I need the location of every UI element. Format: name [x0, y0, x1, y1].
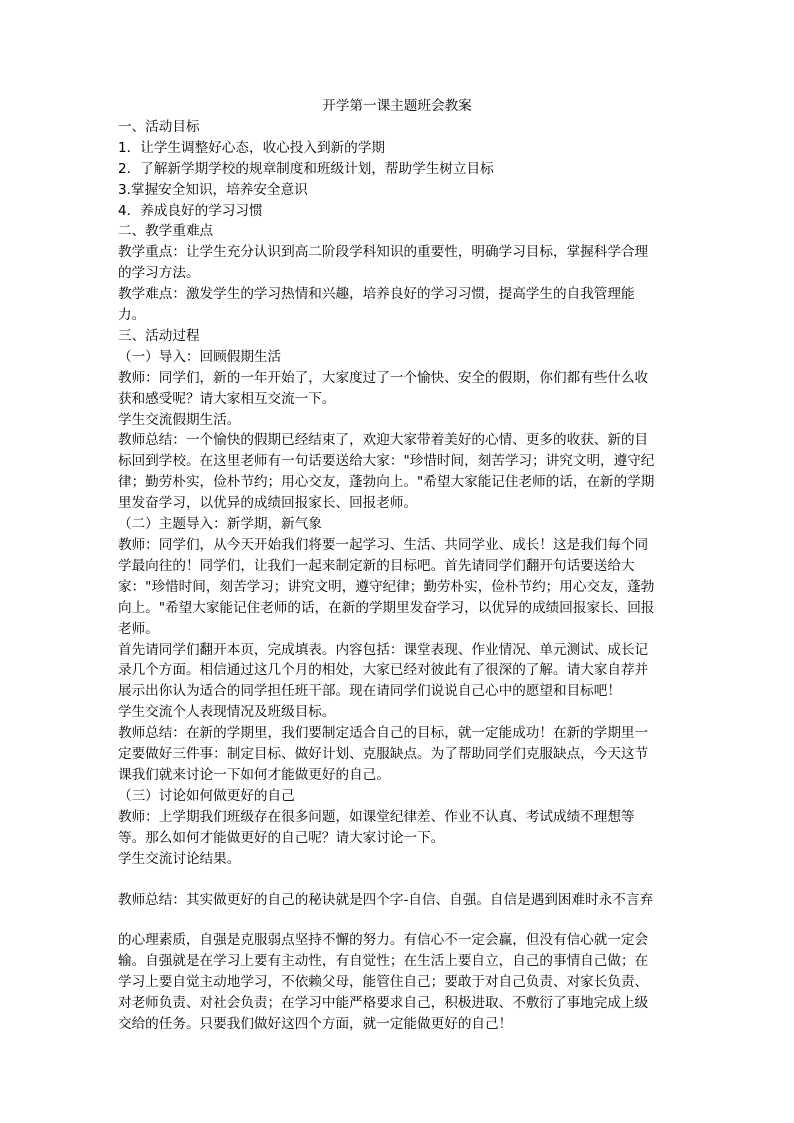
difficult-point-line: 力。	[118, 307, 146, 324]
body-line: 律；勤劳朴实，俭朴节约；用心交友，蓬勃向上。"希望大家能记住老师的话，在新的学期	[118, 474, 655, 491]
body-line: 等。那么如何才能做更好的自己呢？请大家讨论一下。	[118, 829, 445, 846]
objective-item-2: 2．了解新学期学校的规章制度和班级计划，帮助学生树立目标	[118, 160, 494, 177]
body-line: 录几个方面。相信通过这几个月的相处，大家已经对彼此有了很深的了解。请大家自荐并	[118, 662, 649, 679]
summary-line: 交给的任务。只要我们做好这四个方面，就一定能做更好的自己！	[118, 1016, 513, 1033]
objective-item-3: 3.掌握安全知识，培养安全意识	[118, 181, 308, 198]
body-line: 标回到学校。在这里老师有一句话要送给大家："珍惜时间，刻苦学习；讲究文明，遵守纪	[118, 453, 655, 470]
summary-first-line: 教师总结：其实做更好的自己的秘诀就是四个字-自信、自强。自信是遇到困难时永不言弃	[118, 891, 654, 908]
section-heading-key-points: 二、教学重难点	[118, 223, 214, 240]
summary-line: 的心理素质，自强是克服弱点坚持不懈的努力。有信心不一定会赢，但没有信心就一定会	[118, 932, 649, 949]
document-title: 开学第一课主题班会教案	[322, 98, 472, 114]
body-line: 课我们就来讨论一下如何才能做更好的自己。	[118, 766, 390, 783]
body-line: 教师：上学期我们班级存在很多问题，如课堂纪律差、作业不认真、考试成绩不理想等	[118, 808, 635, 825]
body-line: 教师总结：在新的学期里，我们要制定适合自己的目标，就一定能成功！在新的学期里一	[118, 725, 649, 742]
body-line: 获和感受呢？请大家相互交流一下。	[118, 390, 336, 407]
summary-line: 学习上要自觉主动地学习，不依赖父母，能管住自己；要敢于对自己负责、对家长负责、	[118, 974, 649, 991]
body-line: 教师总结：一个愉快的假期已经结束了，欢迎大家带着美好的心情、更多的收获、新的目	[118, 432, 649, 449]
summary-line: 对老师负责、对社会负责；在学习中能严格要求自己，积极进取、不敷衍了事地完成上级	[118, 995, 649, 1012]
body-line: 学生交流个人表现情况及班级目标。	[118, 704, 336, 721]
subsection-heading-discussion: （三）讨论如何做更好的自己	[118, 787, 295, 804]
summary-line: 输。自强就是在学习上要有主动性，有自觉性；在生活上要自立，自己的事情自己做；在	[118, 953, 649, 970]
key-point-line: 的学习方法。	[118, 265, 200, 282]
paragraph-gap	[118, 870, 676, 890]
body-line: 学最向往的！同学们，让我们一起来制定新的目标吧。首先请同学们翻开句话要送给大	[118, 557, 635, 574]
body-line: 教师：同学们，从今天开始我们将要一起学习、生活、共同学业、成长！这是我们每个同	[118, 537, 649, 554]
body-line: 里发奋学习，以优异的成绩回报家长、回报老师。	[118, 495, 418, 512]
section-heading-process: 三、活动过程	[118, 327, 200, 344]
body-line: 向上。"希望大家能记住老师的话，在新的学期里发奋学习，以优异的成绩回报家长、回报	[118, 599, 655, 616]
subsection-heading-theme: （二）主题导入：新学期，新气象	[118, 516, 322, 533]
body-line: 首先请同学们翻开本页，完成填表。内容包括：课堂表现、作业情况、单元测试、成长记	[118, 641, 649, 658]
body-line: 家："珍惜时间，刻苦学习；讲究文明，遵守纪律；勤劳朴实，俭朴节约；用心交友，蓬勃	[118, 578, 655, 595]
subsection-heading-intro: （一）导入：回顾假期生活	[118, 348, 282, 365]
body-line: 展示出你认为适合的同学担任班干部。现在请同学们说说自己心中的愿望和目标吧！	[118, 683, 621, 700]
body-line: 学生交流假期生活。	[118, 411, 241, 428]
document-page	[118, 96, 676, 1035]
body-line: 学生交流讨论结果。	[118, 850, 241, 867]
objective-item-4: 4．养成良好的学习习惯	[118, 202, 263, 219]
difficult-point-line: 教学难点：激发学生的学习热情和兴趣，培养良好的学习习惯，提高学生的自我管理能	[118, 286, 635, 303]
section-heading-objectives: 一、活动目标	[118, 118, 200, 135]
paragraph-gap	[118, 910, 676, 930]
body-line: 老师。	[118, 620, 159, 637]
key-point-line: 教学重点：让学生充分认识到高二阶段学科知识的重要性，明确学习目标，掌握科学合理	[118, 244, 649, 261]
objective-item-1: 1．让学生调整好心态，收心投入到新的学期	[118, 139, 385, 156]
body-line: 定要做好三件事：制定目标、做好计划、克服缺点。为了帮助同学们克服缺点，今天这节	[118, 746, 649, 763]
body-line: 教师：同学们，新的一年开始了，大家度过了一个愉快、安全的假期，你们都有些什么收	[118, 369, 649, 386]
